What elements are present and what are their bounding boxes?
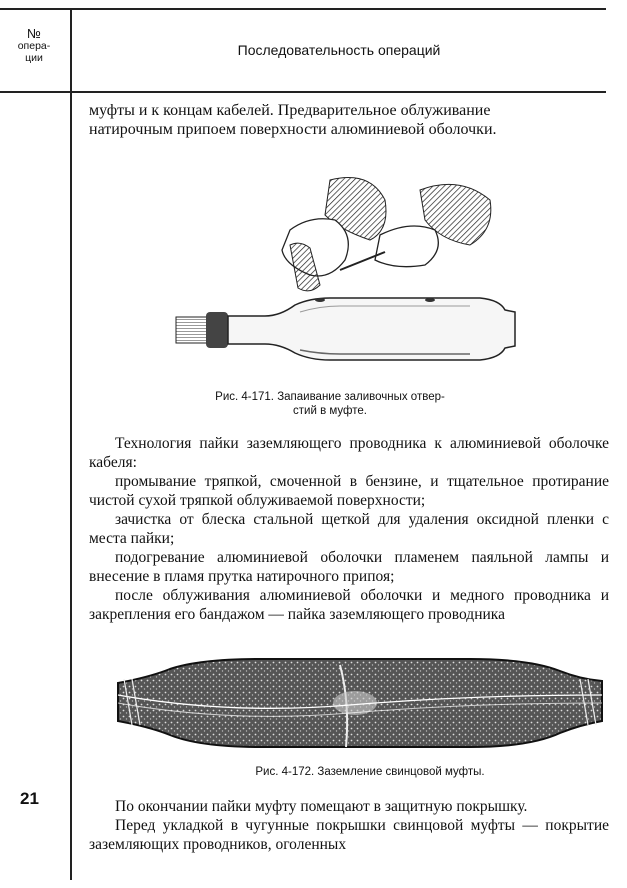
filling-hole [425,298,435,302]
paragraph: По окончании пайки муфту помещают в защитную покрышку. [115,798,528,815]
caption-line: стий в муфте. [293,405,367,417]
sleeve-body [228,298,515,360]
column-header-operation-number [2,28,66,64]
caption-line: Рис. 4-171. Запаивание заливочных отвер- [215,391,445,403]
paragraph: Перед укладкой в чугунные покрышки свинцовой муфты — покрытие заземляющих проводников, оголенных [89,817,609,853]
technology-heading: Технология пайки заземляющего проводника к алюминиевой оболочке кабеля: [89,435,609,471]
table-header-rule [0,91,606,93]
filling-hole [315,298,325,302]
hand-right [375,226,438,267]
figure-grounding-sleeve [110,655,608,755]
paragraph-continuation [89,101,609,139]
number-sign: № [27,26,41,41]
technology-step: промывание тряпкой, смоченной в бензине, и тщательное протирание чистой сухой тряпкой облуживаемой поверхности; [89,473,609,509]
column-header-line1: опера- [17,40,51,52]
figure-soldering-sleeve [170,160,530,382]
binding-band [206,312,228,348]
technology-step: после облуживания алюминиевой оболочки и медного проводника и закрепления его бандажом — пайка заземляющего проводника [89,587,609,623]
technology-section [89,434,609,624]
paragraph-line: муфты и к концам кабелей. Предварительное облуживание [89,102,491,119]
technology-step: зачистка от блеска стальной щеткой для удаления оксидной пленки с места пайки; [89,511,609,547]
column-header-sequence: Последовательность операций [237,42,441,58]
bottom-section [89,797,609,854]
operation-number: 21 [20,789,39,808]
table-column-rule [70,8,72,880]
technology-step: подогревание алюминиевой оболочки пламенем паяльной лампы и внесение в пламя прутка натирочного припоя; [89,549,609,585]
column-header-line2: ции [25,52,43,64]
figure-caption-4-172: Рис. 4-172. Заземление свинцовой муфты. [255,766,485,778]
figure-caption-4-171 [170,390,490,418]
paragraph-line: натирочным припоем поверхности алюминиевой оболочки. [89,121,497,138]
table-top-rule [0,8,606,10]
